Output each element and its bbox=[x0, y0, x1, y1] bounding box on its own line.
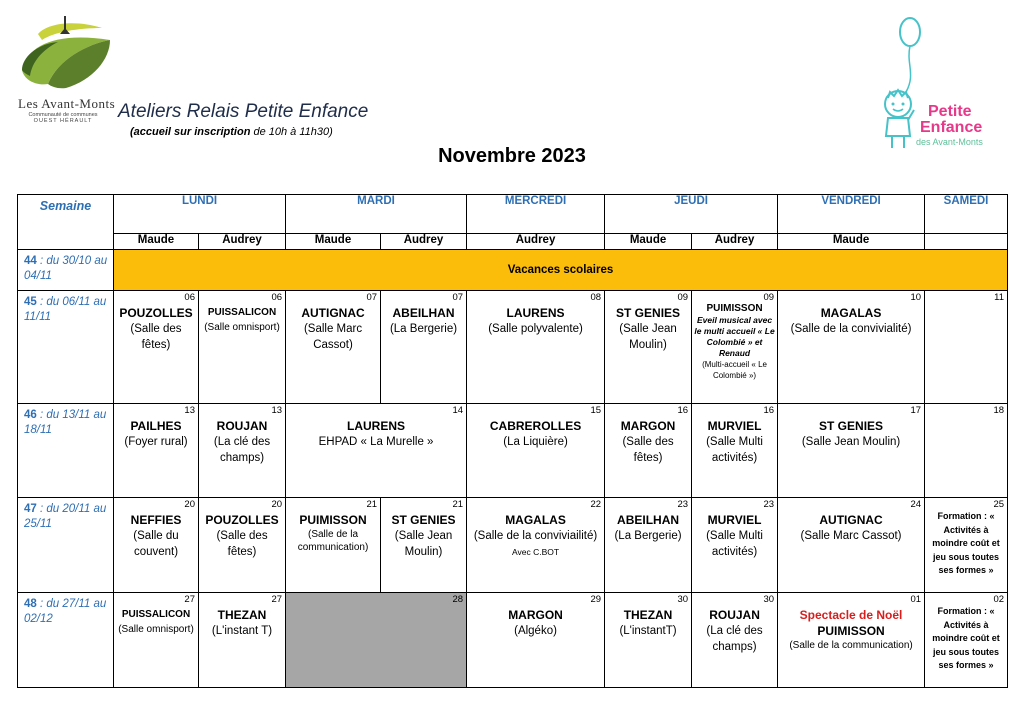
day-cell bbox=[286, 498, 381, 593]
day-header-lundi: LUNDI bbox=[114, 195, 286, 234]
place-location: (Salle Multi activités) bbox=[706, 530, 763, 558]
week-label bbox=[18, 291, 114, 404]
name-cell: Maude bbox=[778, 234, 925, 250]
day-cell bbox=[467, 498, 605, 593]
subtitle-rest: de 10h à 11h30) bbox=[250, 126, 333, 138]
day-cell bbox=[605, 404, 692, 498]
place-location: (L'instantT) bbox=[619, 625, 677, 637]
day-header-mercredi: MERCREDI bbox=[467, 195, 605, 234]
day-number: 28 bbox=[452, 594, 464, 605]
day-number: 18 bbox=[993, 405, 1005, 416]
event-description: Eveil musical avec le multi accueil « Le Colombié » et Renaud bbox=[694, 315, 775, 358]
brand-sub2: OUEST HÉRAULT bbox=[33, 118, 93, 124]
week-row-47 bbox=[18, 498, 1008, 593]
day-number: 27 bbox=[184, 594, 195, 605]
day-cell bbox=[778, 498, 925, 593]
day-number: 13 bbox=[271, 405, 283, 416]
day-cell bbox=[467, 593, 605, 688]
place-name: MURVIEL bbox=[707, 419, 762, 433]
place-name: PUISSALICON bbox=[121, 609, 191, 620]
place-location: (La clé des champs) bbox=[706, 625, 763, 653]
place-name: THEZAN bbox=[623, 608, 673, 622]
day-number: 29 bbox=[590, 594, 602, 605]
day-cell bbox=[692, 498, 778, 593]
place-location: (Multi-accueil « Le Colombié ») bbox=[702, 360, 767, 380]
day-cell-closed bbox=[286, 593, 467, 688]
name-cell: Audrey bbox=[467, 234, 605, 250]
logo-right-line1: Petite bbox=[928, 103, 972, 120]
place-name: ROUJAN bbox=[216, 419, 268, 433]
day-number: 21 bbox=[452, 499, 464, 510]
place-location: (Salle omnisport) bbox=[204, 322, 280, 333]
day-number: 09 bbox=[677, 292, 689, 303]
place-location: (L'instant T) bbox=[211, 625, 273, 637]
day-cell bbox=[778, 291, 925, 404]
day-cell bbox=[114, 498, 199, 593]
day-number: 16 bbox=[763, 405, 775, 416]
name-cell: Audrey bbox=[381, 234, 467, 250]
with-note: Avec C.BOT bbox=[511, 547, 560, 557]
week-number: 46 bbox=[24, 409, 37, 421]
place-name: ST GENIES bbox=[819, 419, 884, 433]
place-location: (Salle de la convivialité) bbox=[790, 323, 912, 335]
name-cell: Audrey bbox=[199, 234, 286, 250]
day-number: 27 bbox=[271, 594, 283, 605]
hills-logo-icon bbox=[18, 14, 114, 94]
name-cell: Maude bbox=[286, 234, 381, 250]
place-location: (Salle du couvent) bbox=[133, 530, 179, 558]
week-range: : du 06/11 au 11/11 bbox=[24, 296, 107, 323]
name-cell bbox=[925, 234, 1008, 250]
week-row-48 bbox=[18, 593, 1008, 688]
event-highlight: Spectacle de Noël bbox=[799, 608, 903, 622]
day-number: 07 bbox=[366, 292, 378, 303]
day-cell bbox=[199, 291, 286, 404]
day-number: 01 bbox=[910, 594, 922, 605]
place-name: MARGON bbox=[508, 608, 563, 622]
place-name: ST GENIES bbox=[616, 306, 681, 320]
place-location: (Salle des fêtes) bbox=[130, 323, 182, 351]
day-cell bbox=[605, 593, 692, 688]
brand-sub1: Communauté de communes bbox=[28, 112, 98, 118]
place-location: EHPAD « La Murelle » bbox=[318, 436, 434, 448]
place-location: (Salle Multi activités) bbox=[706, 436, 763, 464]
day-cell bbox=[605, 498, 692, 593]
day-header-jeudi: JEUDI bbox=[605, 195, 778, 234]
subtitle-bold: (accueil sur inscription bbox=[130, 126, 251, 138]
week-label bbox=[18, 250, 114, 291]
name-cell: Maude bbox=[114, 234, 199, 250]
avant-monts-logo bbox=[18, 14, 118, 124]
day-cell bbox=[199, 498, 286, 593]
day-number: 21 bbox=[366, 499, 378, 510]
day-number: 11 bbox=[994, 292, 1005, 303]
place-location: (La Bergerie) bbox=[614, 530, 682, 542]
place-name: AUTIGNAC bbox=[301, 306, 365, 320]
place-location: (Algéko) bbox=[514, 625, 557, 637]
week-header: Semaine bbox=[18, 195, 114, 250]
vacances-banner: Vacances scolaires bbox=[114, 250, 1008, 291]
day-cell bbox=[925, 404, 1008, 498]
place-name: MAGALAS bbox=[820, 306, 882, 320]
day-number: 07 bbox=[452, 292, 464, 303]
place-location: (Salle polyvalente) bbox=[488, 323, 583, 335]
day-header-vendredi: VENDREDI bbox=[778, 195, 925, 234]
place-location: (Salle des fêtes) bbox=[216, 530, 268, 558]
week-number: 44 bbox=[24, 255, 37, 267]
day-cell bbox=[286, 291, 381, 404]
day-number: 15 bbox=[590, 405, 602, 416]
week-range: : du 27/11 au 02/12 bbox=[24, 598, 107, 625]
day-cell bbox=[467, 291, 605, 404]
page-subtitle bbox=[130, 126, 333, 138]
day-number: 23 bbox=[763, 499, 775, 510]
day-cell bbox=[381, 498, 467, 593]
week-label bbox=[18, 404, 114, 498]
day-cell bbox=[778, 593, 925, 688]
day-cell bbox=[114, 593, 199, 688]
place-name: LAURENS bbox=[347, 419, 406, 433]
place-location: (Salle Jean Moulin) bbox=[619, 323, 677, 351]
place-location: (La clé des champs) bbox=[213, 436, 271, 464]
place-location: (Foyer rural) bbox=[124, 436, 188, 448]
place-name: AUTIGNAC bbox=[819, 513, 883, 527]
day-cell bbox=[692, 593, 778, 688]
day-cell bbox=[925, 593, 1008, 688]
place-name: ROUJAN bbox=[709, 608, 760, 622]
day-number: 24 bbox=[910, 499, 922, 510]
place-location: (Salle Marc Cassot) bbox=[303, 323, 363, 351]
place-location: (Salle Marc Cassot) bbox=[800, 530, 902, 542]
day-number: 17 bbox=[910, 405, 922, 416]
logo-right-line2: Enfance bbox=[920, 119, 983, 136]
place-name: MURVIEL bbox=[707, 513, 762, 527]
day-cell bbox=[381, 291, 467, 404]
place-name: PUIMISSON bbox=[299, 513, 367, 527]
day-number: 20 bbox=[271, 499, 283, 510]
place-name: MARGON bbox=[620, 419, 676, 433]
place-location: (Salle Jean Moulin) bbox=[394, 530, 453, 558]
day-cell bbox=[778, 404, 925, 498]
day-number: 06 bbox=[271, 292, 283, 303]
logo-right-line3: des Avant-Monts bbox=[916, 137, 983, 147]
place-location: (Salle de la communication) bbox=[789, 640, 913, 651]
month-title: Novembre 2023 bbox=[438, 145, 586, 167]
day-number: 13 bbox=[184, 405, 195, 416]
place-name: PUISSALICON bbox=[207, 307, 277, 318]
place-name: LAURENS bbox=[506, 306, 565, 320]
place-location: (Salle de la communication) bbox=[297, 529, 369, 553]
day-number: 16 bbox=[677, 405, 689, 416]
week-range: : du 30/10 au 04/11 bbox=[24, 255, 108, 282]
day-number: 09 bbox=[763, 292, 775, 303]
week-row-44 bbox=[18, 250, 1008, 291]
place-name: ABEILHAN bbox=[392, 306, 455, 320]
day-cell bbox=[692, 291, 778, 404]
place-name: PUIMISSON bbox=[817, 624, 885, 638]
day-cell bbox=[114, 404, 199, 498]
week-label bbox=[18, 593, 114, 688]
day-number: 25 bbox=[993, 499, 1005, 510]
formation-note: Formation : « Activités à moindre coût et jeu sous toutes ses formes » bbox=[932, 606, 1000, 670]
day-number: 10 bbox=[910, 292, 922, 303]
place-location: (La Liquière) bbox=[503, 436, 568, 448]
day-header-mardi: MARDI bbox=[286, 195, 467, 234]
schedule-table bbox=[17, 194, 1008, 688]
place-location: (Salle des fêtes) bbox=[622, 436, 674, 464]
place-location: (Salle omnisport) bbox=[118, 624, 194, 635]
header-row bbox=[18, 195, 1008, 234]
day-header-samedi: SAMEDI bbox=[925, 195, 1008, 234]
day-number: 22 bbox=[590, 499, 602, 510]
day-number: 06 bbox=[184, 292, 195, 303]
place-location: (La Bergerie) bbox=[389, 323, 458, 335]
place-name: POUZOLLES bbox=[205, 513, 279, 527]
week-row-45 bbox=[18, 291, 1008, 404]
week-number: 48 bbox=[24, 598, 37, 610]
place-name: THEZAN bbox=[217, 608, 267, 622]
day-cell bbox=[114, 291, 199, 404]
day-number: 20 bbox=[184, 499, 195, 510]
day-number: 30 bbox=[763, 594, 775, 605]
week-range: : du 20/11 au 25/11 bbox=[24, 503, 107, 530]
formation-note: Formation : « Activités à moindre coût et jeu sous toutes ses formes » bbox=[932, 511, 1000, 575]
place-name: ST GENIES bbox=[391, 513, 456, 527]
place-name: PUIMISSON bbox=[706, 303, 763, 314]
day-cell bbox=[605, 291, 692, 404]
day-cell bbox=[925, 291, 1008, 404]
day-number: 02 bbox=[993, 594, 1005, 605]
names-row bbox=[18, 234, 1008, 250]
place-name: PAILHES bbox=[130, 419, 182, 433]
place-name: CABREROLLES bbox=[489, 419, 582, 433]
day-cell bbox=[925, 498, 1008, 593]
week-range: : du 13/11 au 18/11 bbox=[24, 409, 107, 436]
day-number: 08 bbox=[590, 292, 602, 303]
day-cell bbox=[692, 404, 778, 498]
brand-name: Les Avant-Monts bbox=[18, 96, 116, 111]
place-location: (Salle de la conviviailité) bbox=[473, 530, 598, 542]
name-cell: Maude bbox=[605, 234, 692, 250]
name-cell: Audrey bbox=[692, 234, 778, 250]
week-label bbox=[18, 498, 114, 593]
day-cell bbox=[199, 593, 286, 688]
place-location: (Salle Jean Moulin) bbox=[801, 436, 901, 448]
place-name: MAGALAS bbox=[505, 513, 566, 527]
week-number: 45 bbox=[24, 296, 37, 308]
place-name: POUZOLLES bbox=[119, 306, 193, 320]
petite-enfance-logo bbox=[876, 14, 1006, 154]
day-number: 14 bbox=[452, 405, 464, 416]
day-cell bbox=[467, 404, 605, 498]
day-number: 30 bbox=[677, 594, 689, 605]
day-cell bbox=[286, 404, 467, 498]
week-row-46 bbox=[18, 404, 1008, 498]
week-number: 47 bbox=[24, 503, 37, 515]
place-name: ABEILHAN bbox=[617, 513, 680, 527]
day-cell bbox=[199, 404, 286, 498]
day-number: 23 bbox=[677, 499, 689, 510]
place-name: NEFFIES bbox=[130, 513, 182, 527]
page-title: Ateliers Relais Petite Enfance bbox=[118, 101, 369, 122]
